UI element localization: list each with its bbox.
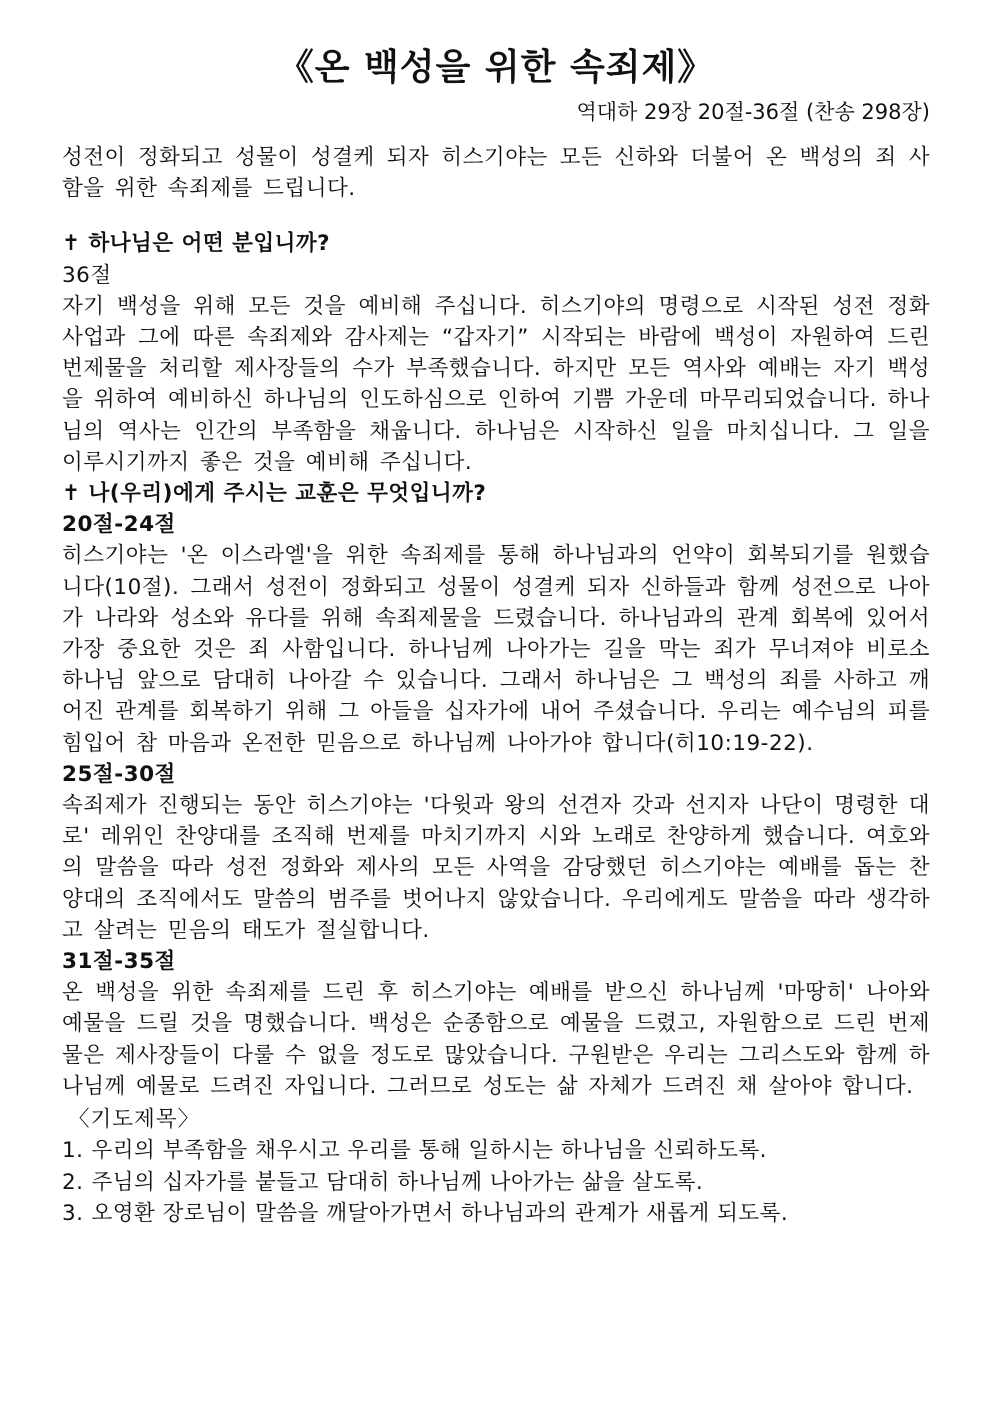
verse-reference: 31절-35절 <box>62 949 176 975</box>
section-lesson <box>62 478 930 1102</box>
document-page <box>62 40 930 1229</box>
prayer-list <box>62 1135 930 1229</box>
section-paragraph: 온 백성을 위한 속죄제를 드린 후 히스기야는 예배를 받으신 하나님께 '마땅히' 나아와 예물을 드릴 것을 명했습니다. 백성은 순종함으로 예물을 드렸고, 자원함으로 드린 번제물은 제사장들이 다룰 수 없을 정도로 많았습니다. 구원받은 우리는 그리스도와 함께 하나님께 예물로 드려진 자입니다. 그러므로 성도는 삶 자체가 드려진 채 살아야 합니다. <box>62 980 930 1099</box>
prayer-title: 〈기도제목〉 <box>68 1107 201 1133</box>
section-heading-text: 하나님은 어떤 분입니까? <box>88 231 331 257</box>
section-paragraph: 히스기야는 '온 이스라엘'을 위한 속죄제를 통해 하나님과의 언약이 회복되기를 원했습니다(10절). 그래서 성전이 정화되고 성물이 성결케 되자 신하들과 함께 성전으로 나아가 나라와 성소와 유다를 위해 속죄제물을 드렸습니다. 하나님과의 관계 회복에 있어서 가장 중요한 것은 죄 사함입니다. 하나님께 나아가는 길을 막는 죄가 무너져야 비로소 하나님 앞으로 담대히 나아갈 수 있습니다. 그래서 하나님은 그 백성의 죄를 사하고 깨어진 관계를 회복하기 위해 그 아들을 십자가에 내어 주셨습니다. 우리는 예수님의 피를 힘입어 참 마음과 온전한 믿음으로 하나님께 나아가야 합니다(히10:19-22). <box>62 543 930 756</box>
section-heading-text: 나(우리)에게 주시는 교훈은 무엇입니까? <box>88 481 487 507</box>
prayer-item <box>62 1167 930 1198</box>
prayer-item-text: 주님의 십자가를 붙들고 담대히 하나님께 나아가는 삶을 살도록. <box>91 1169 704 1195</box>
section-heading <box>62 478 930 509</box>
section-paragraph: 자기 백성을 위해 모든 것을 예비해 주십니다. 히스기야의 명령으로 시작된 성전 정화 사업과 그에 따른 속죄제와 감사제는 “갑자기” 시작되는 바람에 백성이 자원하여 드린 번제물을 처리할 제사장들의 수가 부족했습니다. 하지만 모든 역사와 예배는 자기 백성을 위하여 예비하신 하나님의 인도하심으로 인하여 기쁨 가운데 마무리되었습니다. 하나님의 역사는 인간의 부족함을 채웁니다. 하나님은 시작하신 일을 마치십니다. 그 일을 이루시기까지 좋은 것을 예비해 주십니다. <box>62 293 930 475</box>
prayer-item-number: 1. <box>62 1138 84 1164</box>
verse-reference: 25절-30절 <box>62 761 176 787</box>
prayer-item <box>62 1198 930 1229</box>
prayer-item <box>62 1135 930 1166</box>
scripture-reference: 역대하 29장 20절-36절 (찬송 298장) <box>576 100 930 124</box>
document-title: 《온 백성을 위한 속죄제》 <box>277 47 715 88</box>
prayer-item-number: 2. <box>62 1169 84 1195</box>
verse-reference: 36절 <box>62 262 112 288</box>
cross-icon: ✝ <box>62 481 81 507</box>
section-heading <box>62 228 930 259</box>
prayer-section <box>62 1104 930 1229</box>
prayer-item-text: 우리의 부족함을 채우시고 우리를 통해 일하시는 하나님을 신뢰하도록. <box>91 1138 767 1164</box>
cross-icon: ✝ <box>62 231 81 257</box>
prayer-item-text: 오영환 장로님이 말씀을 깨달아가면서 하나님과의 관계가 새롭게 되도록. <box>91 1200 789 1226</box>
verse-reference: 20절-24절 <box>62 512 176 538</box>
section-who-is-god <box>62 228 930 478</box>
section-paragraph: 속죄제가 진행되는 동안 히스기야는 '다윗과 왕의 선견자 갓과 선지자 나단이 명령한 대로' 레위인 찬양대를 조직해 번제를 마치기까지 시와 노래로 찬양하게 했습니다. 여호와의 말씀을 따라 성전 정화와 제사의 모든 사역을 감당했던 히스기야는 예배를 돕는 찬양대의 조직에서도 말씀의 범주를 벗어나지 않았습니다. 우리에게도 말씀을 따라 생각하고 살려는 믿음의 태도가 절실합니다. <box>62 793 930 943</box>
intro-paragraph: 성전이 정화되고 성물이 성결케 되자 히스기야는 모든 신하와 더불어 온 백성의 죄 사함을 위한 속죄제를 드립니다. <box>62 145 930 202</box>
prayer-item-number: 3. <box>62 1200 84 1226</box>
